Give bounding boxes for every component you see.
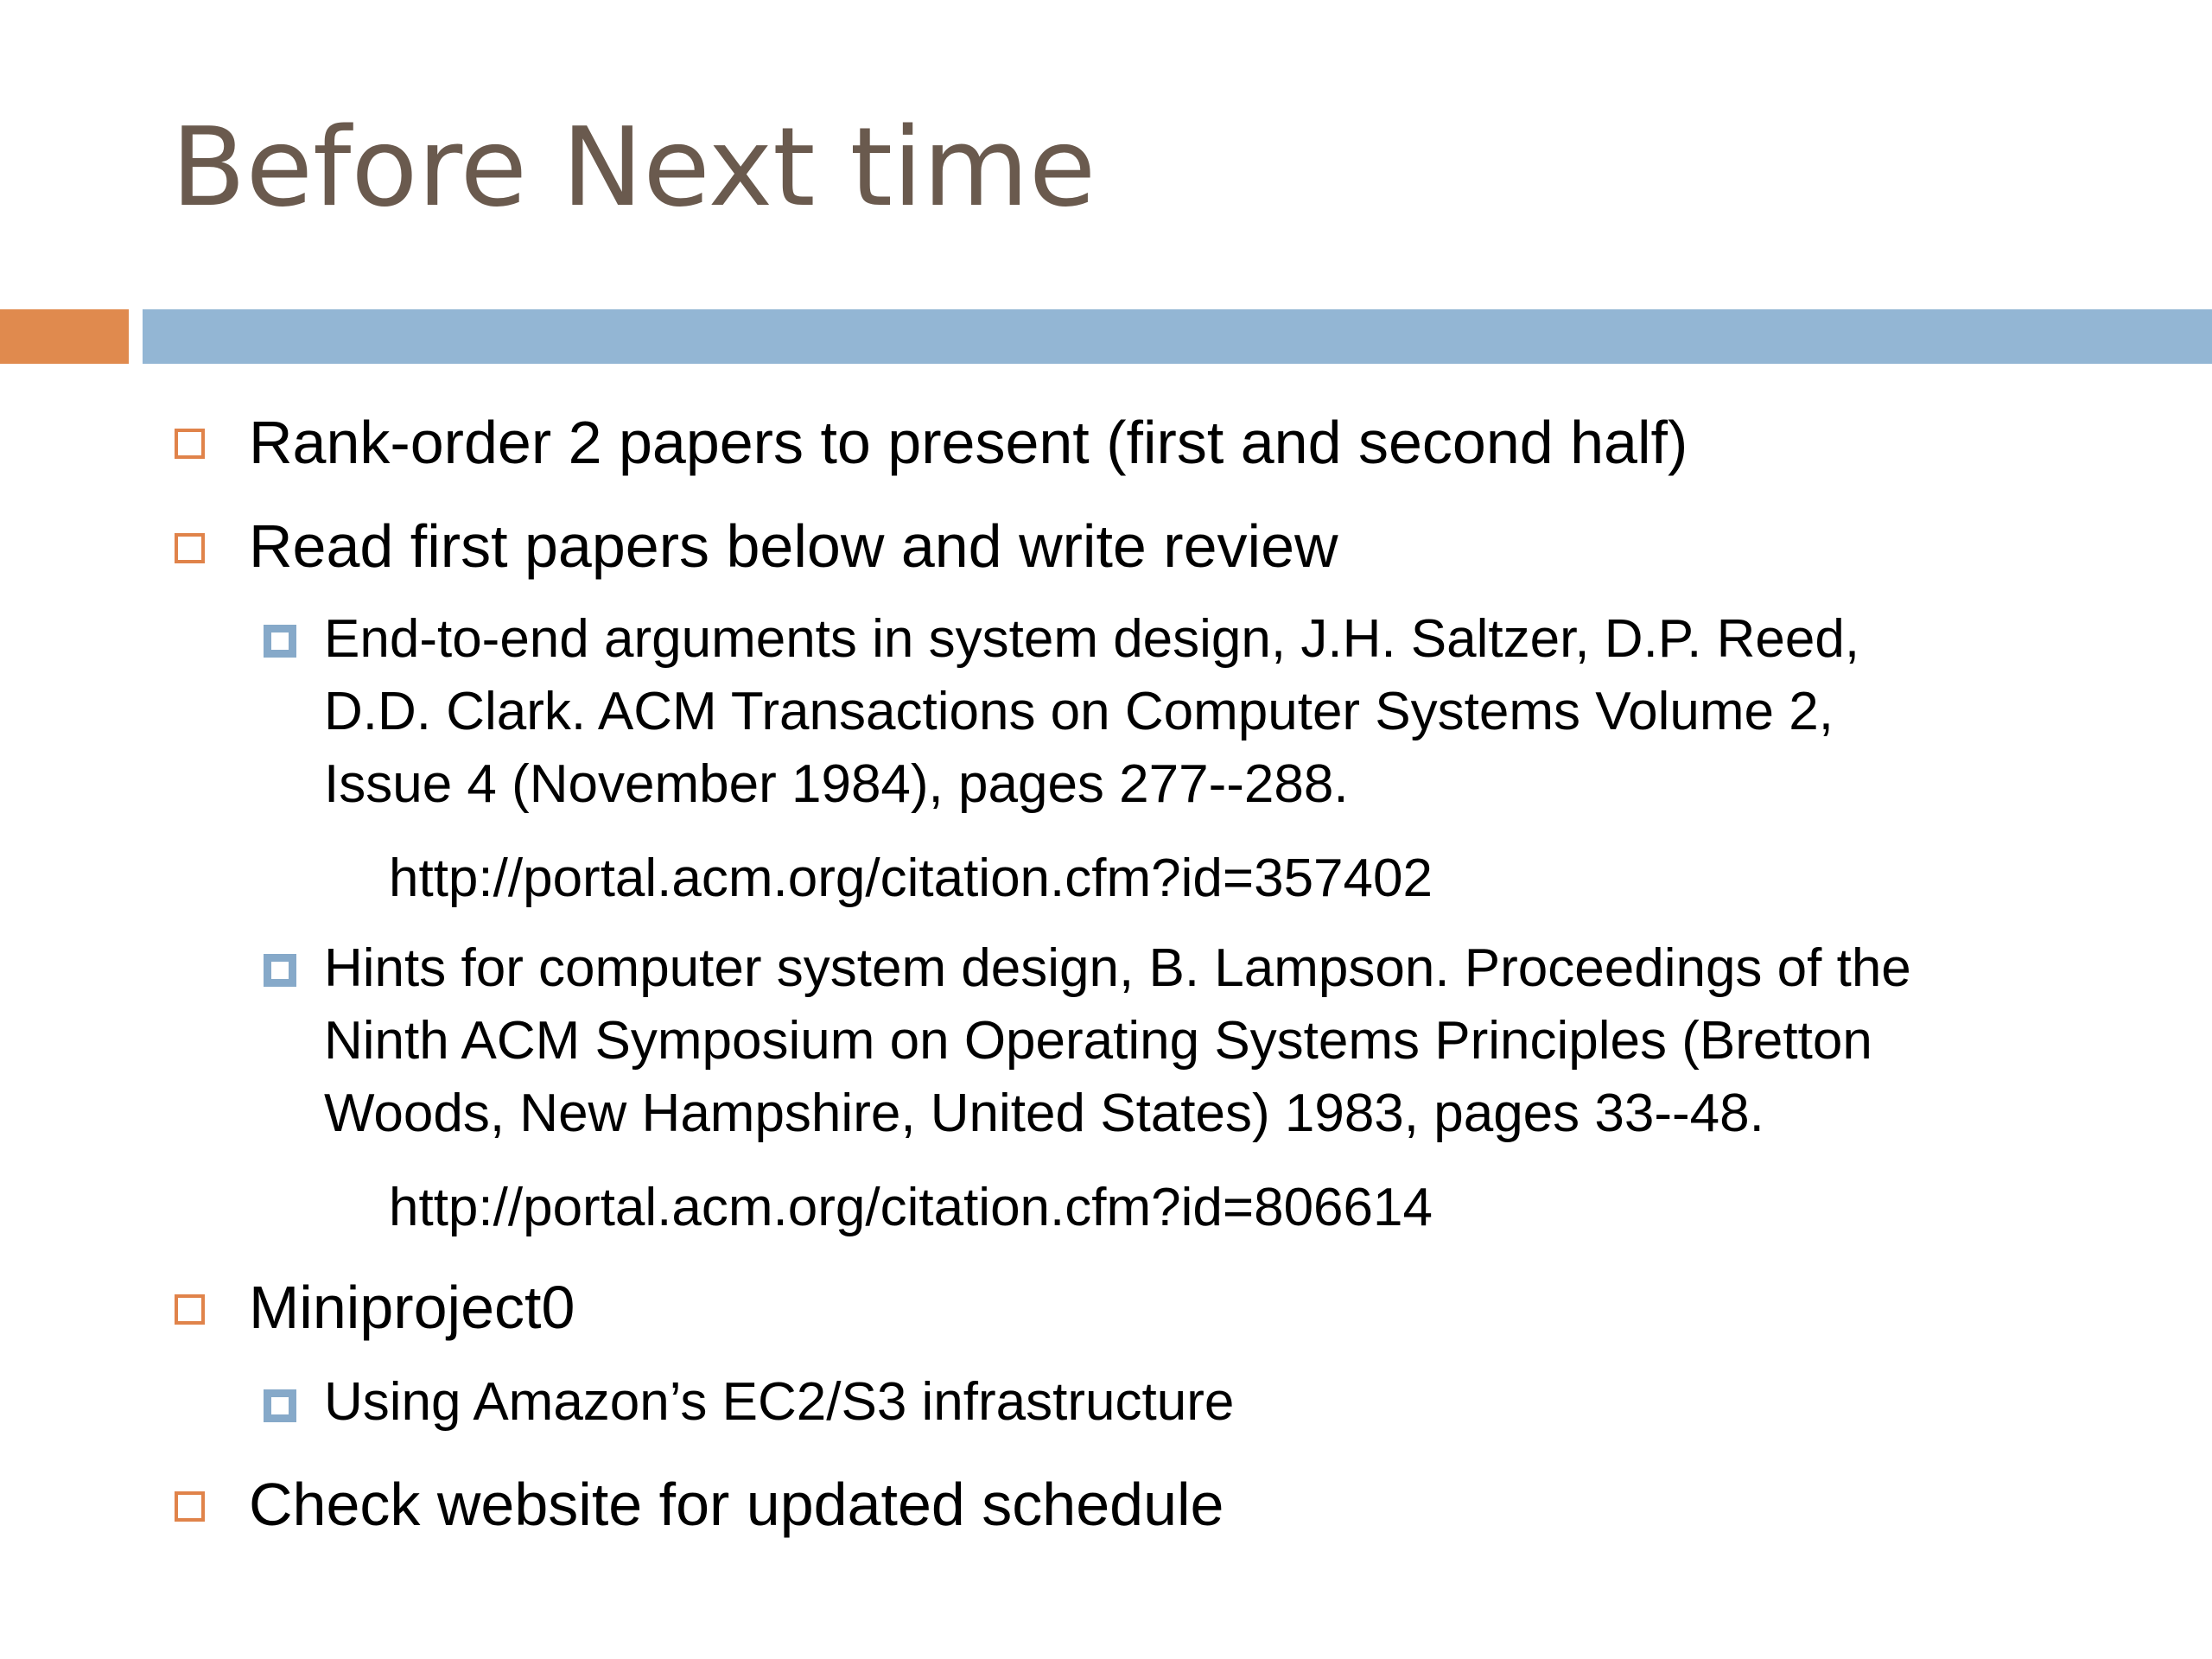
square-bullet-icon [175,429,205,459]
paper-end-to-end-line-3: Issue 4 (November 1984), pages 277--288. [324,754,1349,814]
paper-hints-url[interactable]: http://portal.acm.org/citation.cfm?id=806614 [389,1178,1433,1237]
paper-end-to-end-line-1: End-to-end arguments in system design, J.H. Saltzer, D.P. Reed, [324,609,1860,669]
filled-square-bullet-icon [264,625,296,658]
filled-square-bullet-icon [264,954,296,987]
bullet-miniproject: Miniproject0 [249,1274,575,1341]
paper-hints-line-3: Woods, New Hampshire, United States) 1983, pages 33--48. [324,1084,1764,1143]
bullet-rank-order: Rank-order 2 papers to present (first and second half) [249,409,1688,476]
paper-end-to-end-url[interactable]: http://portal.acm.org/citation.cfm?id=357402 [389,849,1433,908]
filled-square-bullet-icon [264,1389,296,1422]
slide-title: Before Next time [171,104,1096,231]
square-bullet-icon [175,533,205,563]
square-bullet-icon [175,1491,205,1522]
paper-end-to-end-line-2: D.D. Clark. ACM Transactions on Computer Systems Volume 2, [324,682,1834,741]
paper-hints [324,932,1911,1150]
bullet-check-website: Check website for updated schedule [249,1471,1224,1538]
paper-hints-line-2: Ninth ACM Symposium on Operating Systems Principles (Bretton [324,1011,1872,1071]
paper-hints-line-1: Hints for computer system design, B. Lampson. Proceedings of the [324,938,1911,998]
square-bullet-icon [175,1294,205,1325]
paper-end-to-end [324,603,1859,821]
bullet-amazon: Using Amazon’s EC2/S3 infrastructure [324,1372,1235,1432]
bullet-read-papers: Read first papers below and write review [249,512,1338,580]
